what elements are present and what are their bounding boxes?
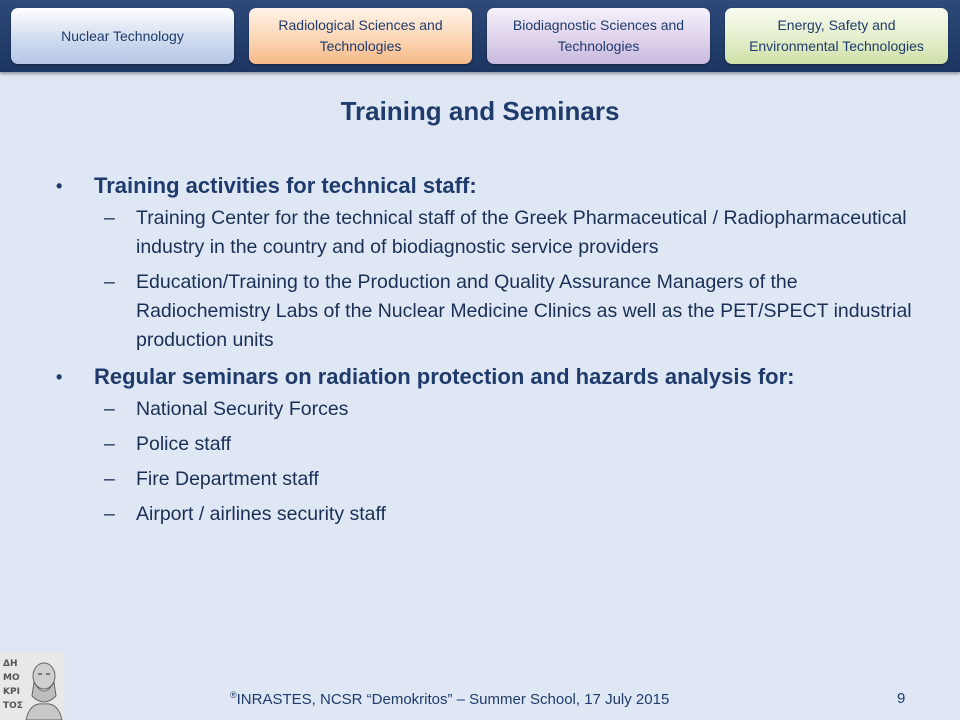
sub-bullet-text: National Security Forces — [136, 398, 349, 420]
tab-label: Radiological Sciences and Technologies — [278, 17, 443, 54]
bullet-regular-seminars — [56, 361, 916, 393]
page-number: 9 — [897, 690, 906, 707]
svg-text:ΤΟΣ: ΤΟΣ — [3, 701, 23, 711]
demokritos-logo — [0, 652, 64, 720]
sub-bullet — [56, 500, 916, 529]
dash-icon: – — [104, 207, 115, 229]
slide-content — [56, 170, 916, 535]
dash-icon: – — [104, 398, 115, 420]
tab-biodiagnostic-sciences[interactable] — [487, 8, 710, 64]
sub-bullet-text: Fire Department staff — [136, 468, 319, 490]
svg-text:ΔΗ: ΔΗ — [3, 659, 18, 669]
sub-bullet-text: Police staff — [136, 433, 232, 455]
slide-title: Training and Seminars — [340, 96, 620, 126]
dash-icon: – — [104, 271, 115, 293]
bullet-training-activities — [56, 170, 916, 202]
dash-icon: – — [104, 468, 115, 490]
tab-label: Biodiagnostic Sciences and Technologies — [512, 17, 685, 54]
tab-nuclear-technology[interactable] — [11, 8, 234, 64]
bullet-text: Regular seminars on radiation protection and hazards analysis for: — [94, 364, 795, 389]
sub-bullet-text: Training Center for the technical staff of the Greek Pharmaceutical / Radiopharmaceutical industry in the country and of biodiagnostic service providers — [136, 207, 907, 258]
sub-bullet — [56, 268, 916, 355]
tab-label: Energy, Safety and Environmental Technologies — [749, 17, 924, 54]
footer-text — [230, 690, 669, 708]
registered-mark: ® — [230, 690, 237, 700]
tab-label: Nuclear Technology — [61, 27, 184, 44]
bullet-dot-icon: • — [56, 176, 63, 196]
svg-text:ΚΡΙ: ΚΡΙ — [3, 687, 20, 697]
top-navigation-bar — [0, 0, 960, 72]
dash-icon: – — [104, 433, 115, 455]
tab-energy-safety-environmental[interactable] — [725, 8, 948, 64]
sub-bullet-text: Airport / airlines security staff — [136, 503, 386, 525]
sub-bullet-text: Education/Training to the Production and Quality Assurance Managers of the Radiochemistry Labs of the Nuclear Medicine Clinics as well as the PET/SPECT industrial production units — [136, 271, 912, 351]
dash-icon: – — [104, 503, 115, 525]
svg-text:ΜΟ: ΜΟ — [3, 673, 20, 683]
footer-caption: INRASTES, NCSR “Demokritos” – Summer School, 17 July 2015 — [236, 691, 670, 708]
sub-bullet — [56, 395, 916, 424]
sub-bullet — [56, 430, 916, 459]
tab-radiological-sciences[interactable] — [249, 8, 472, 64]
sub-bullet — [56, 465, 916, 494]
bullet-dot-icon: • — [56, 367, 63, 387]
bullet-text: Training activities for technical staff: — [94, 173, 477, 198]
sub-bullet — [56, 204, 916, 262]
